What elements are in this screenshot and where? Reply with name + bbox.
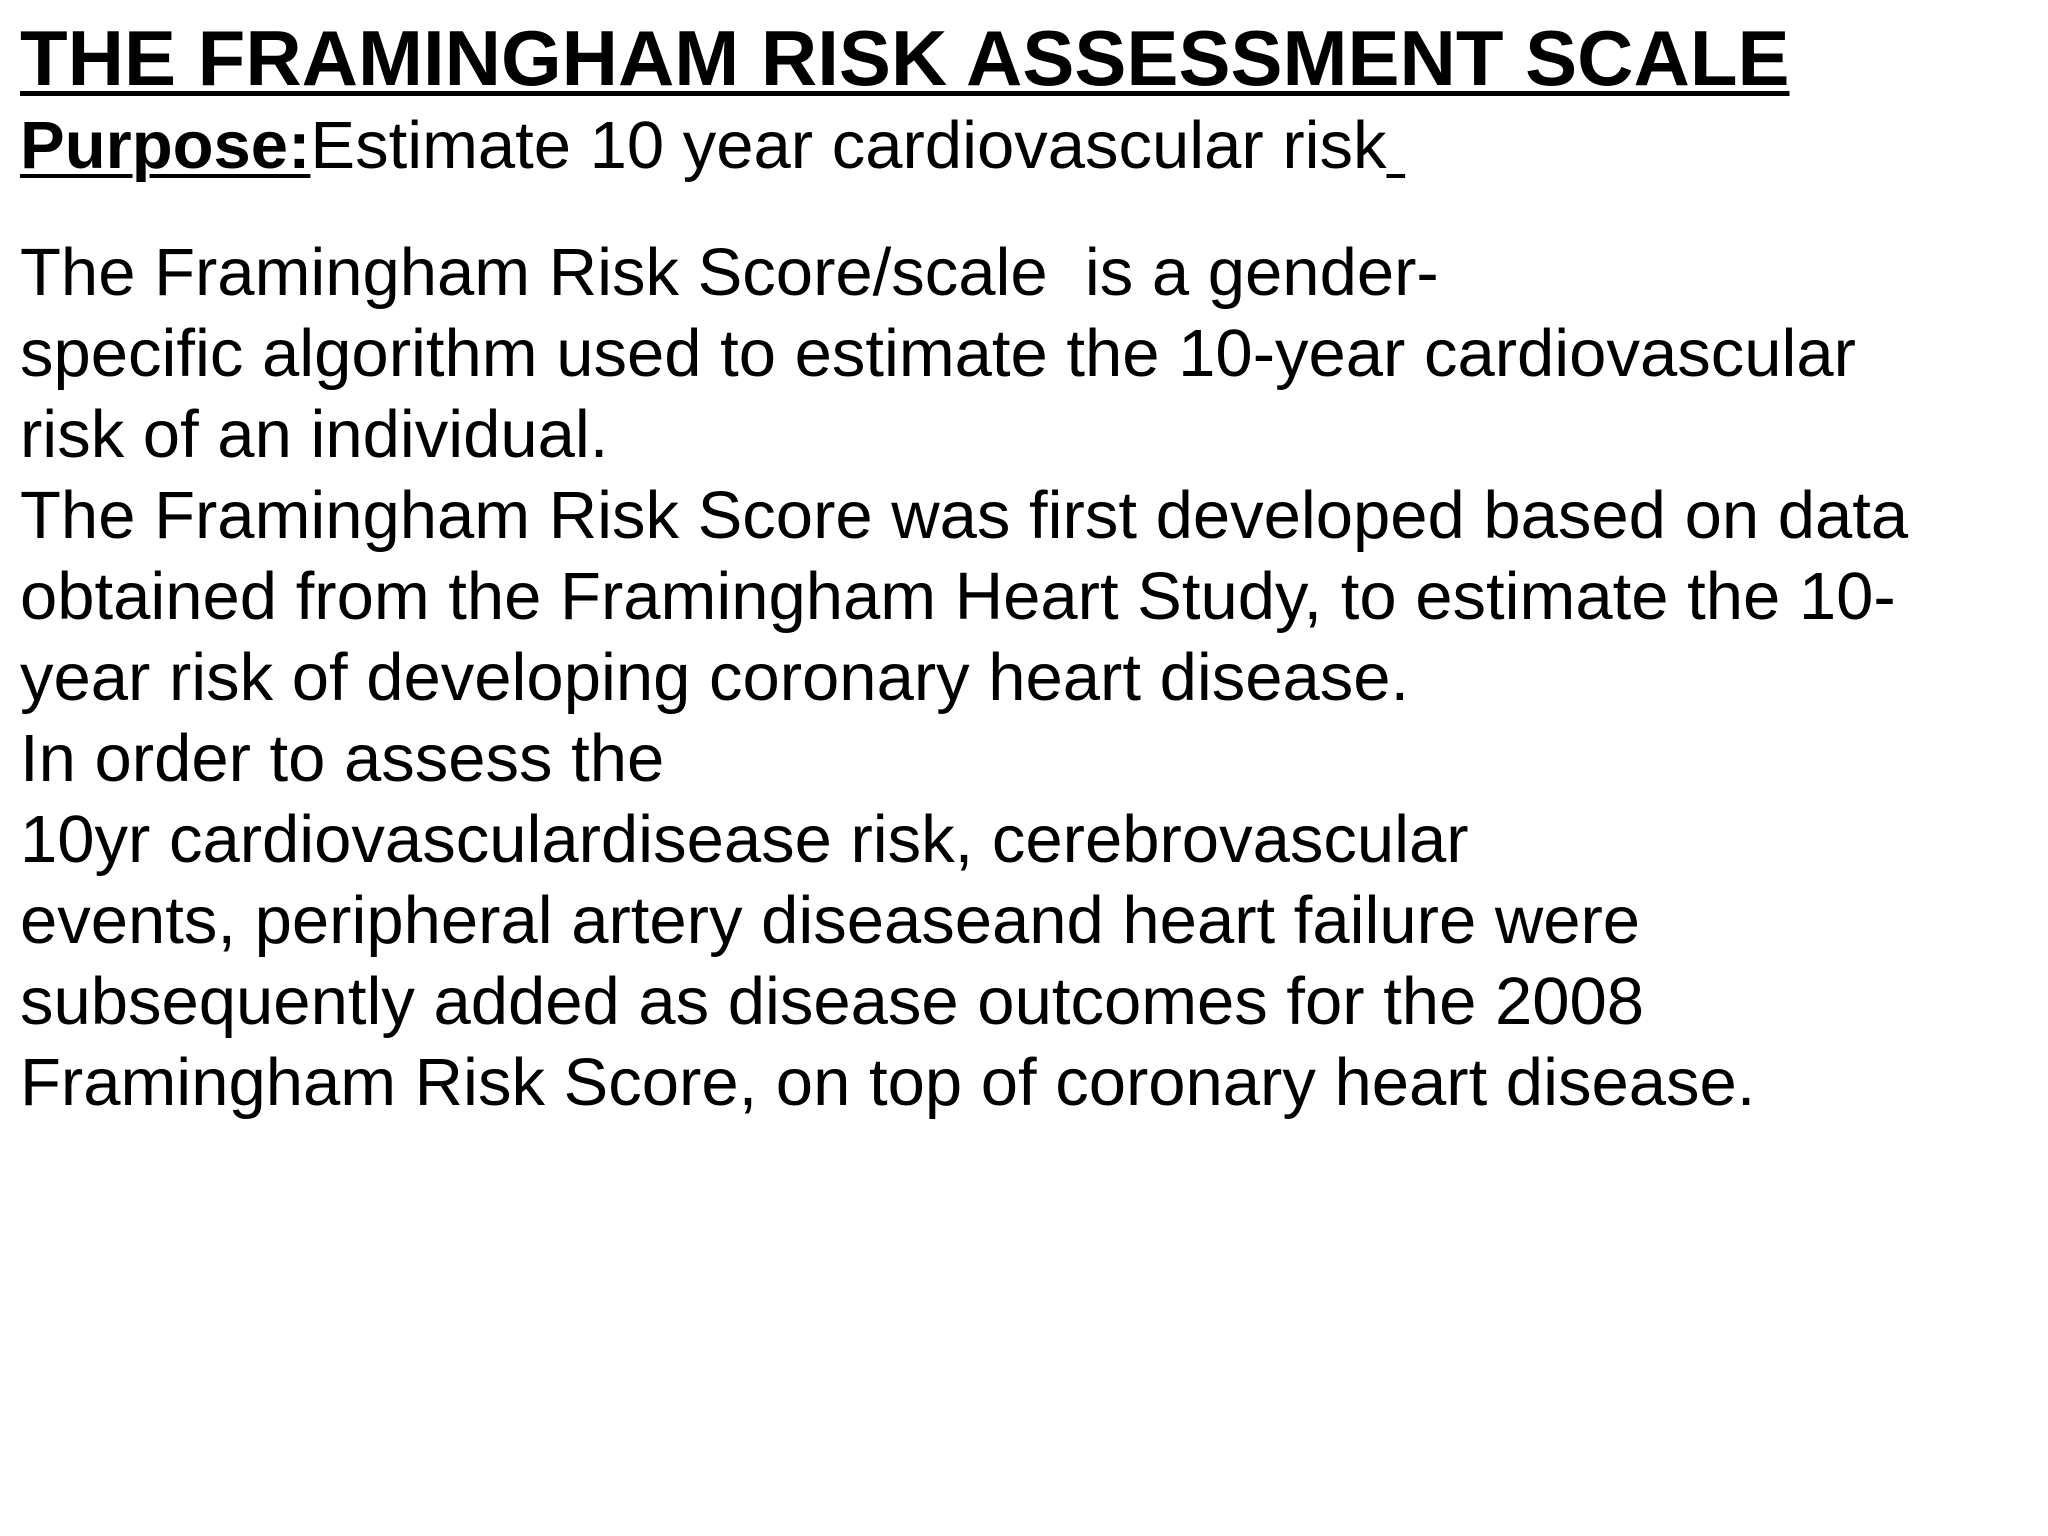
purpose-label: Purpose: — [20, 108, 311, 183]
page-title: THE FRAMINGHAM RISK ASSESSMENT SCALE — [20, 14, 1790, 102]
body-line: In order to assess the — [20, 721, 665, 796]
purpose-line — [20, 106, 1405, 186]
body-line: year risk of developing coronary heart disease. — [20, 640, 1410, 715]
body-line: Framingham Risk Score, on top of coronary heart disease. — [20, 1045, 1756, 1120]
body-line: events, peripheral artery diseaseand heart failure were — [20, 883, 1641, 958]
purpose-text: Estimate 10 year cardiovascular risk — [310, 108, 1387, 183]
purpose-trailing-underline — [1387, 108, 1406, 183]
body-line: The Framingham Risk Score was first developed based on data — [20, 478, 1909, 553]
body-line: risk of an individual. — [20, 397, 609, 472]
body-text — [20, 232, 2020, 1123]
body-line: subsequently added as disease outcomes for the 2008 — [20, 964, 1644, 1039]
body-line: 10yr cardiovasculardisease risk, cerebrovascular — [20, 802, 1469, 877]
body-line: The Framingham Risk Score/scale is a gender- — [20, 235, 1439, 310]
body-line: specific algorithm used to estimate the 10-year cardiovascular — [20, 316, 1856, 391]
body-line: obtained from the Framingham Heart Study, to estimate the 10- — [20, 559, 1896, 634]
